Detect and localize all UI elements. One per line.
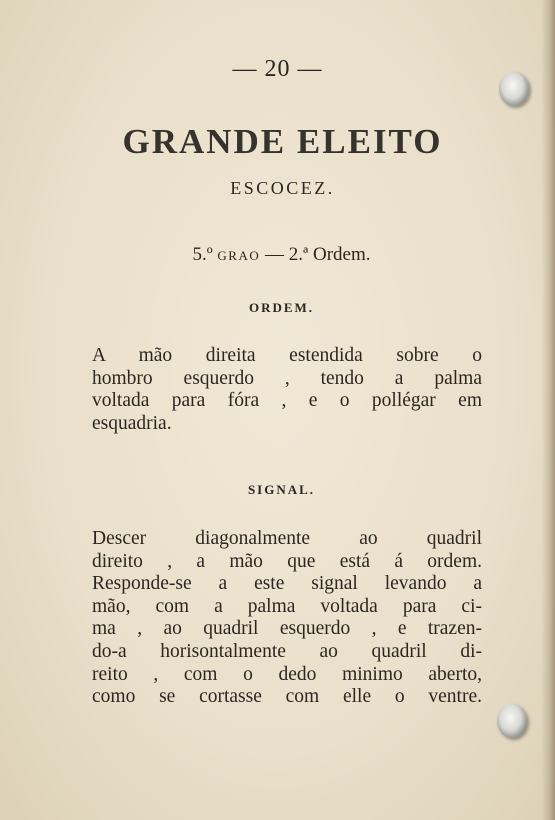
paragraph-line: Responde-se a este signal levando a <box>92 573 482 595</box>
paragraph-line: A mão direita estendida sobre o <box>92 345 482 366</box>
ordem-number: 2.ª <box>288 244 309 265</box>
paragraph-line: Descer diagonalmente ao quadril <box>92 528 482 549</box>
signal-paragraph <box>92 528 482 709</box>
degree-grau-label: GRAO <box>217 248 261 263</box>
paragraph-line: mão, com a palma voltada para ci- <box>92 595 482 617</box>
section-heading-ordem: ORDEM. <box>248 300 315 315</box>
paragraph-line: como se cortasse com elle o ventre. <box>92 686 482 708</box>
page-subtitle: ESCOCEZ. <box>230 178 335 198</box>
section-heading-signal: SIGNAL. <box>247 482 316 497</box>
paragraph-line: esquadria. <box>92 412 172 434</box>
paragraph-line: do-a horisontalmente ao quadril di- <box>92 640 482 662</box>
ordem-paragraph <box>92 345 482 435</box>
degree-number: 5.º <box>192 244 213 265</box>
paragraph-line: reito , com o dedo minimo aberto, <box>92 663 482 685</box>
paragraph-line: ma , ao quadril esquerdo , e trazen- <box>92 618 482 640</box>
paragraph-line: hombro esquerdo , tendo a palma <box>92 367 482 389</box>
page-title: GRANDE ELEITO <box>122 122 443 161</box>
ordem-word: Ordem. <box>312 244 371 265</box>
degree-line <box>4 244 555 266</box>
paragraph-line: direito , a mão que está á ordem. <box>92 550 482 572</box>
degree-dash: — <box>264 244 284 265</box>
page-number: — 20 — <box>232 56 323 82</box>
paragraph-line: voltada para fóra , e o pollégar em <box>92 390 482 412</box>
binding-hole-bottom <box>497 704 527 738</box>
